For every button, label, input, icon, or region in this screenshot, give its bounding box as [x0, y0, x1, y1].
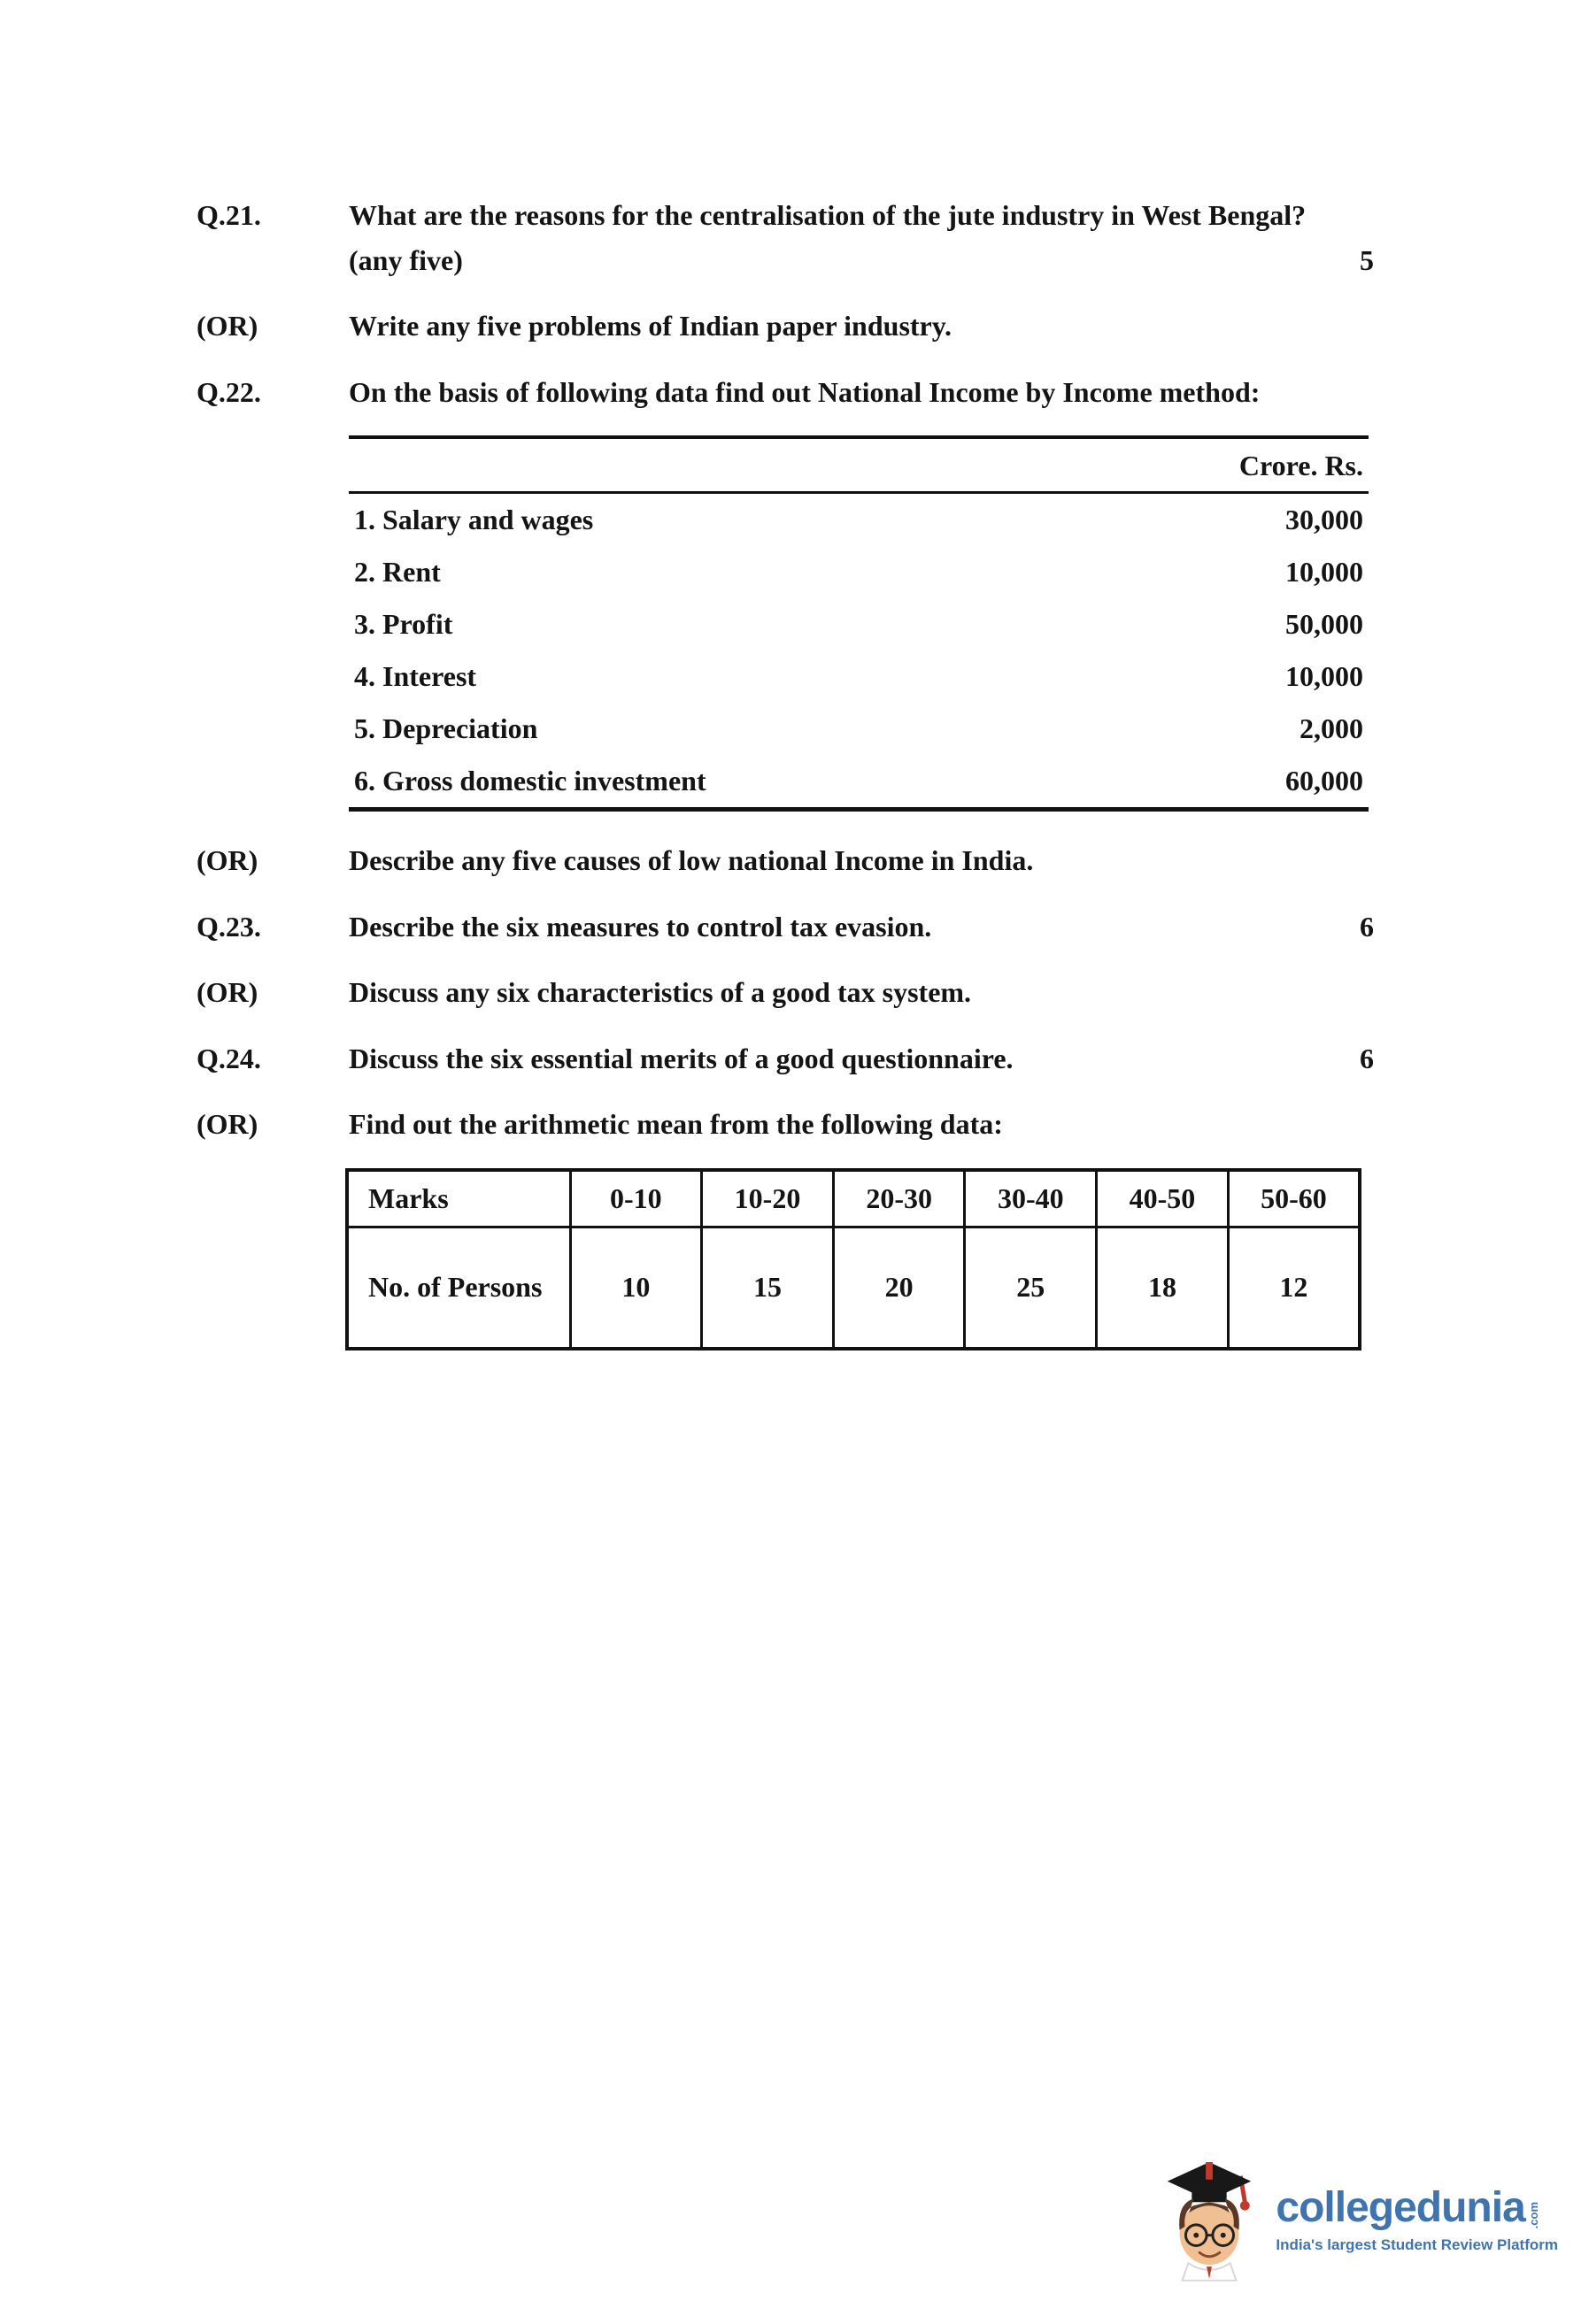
question-marks: 5: [1360, 243, 1374, 276]
table-value: 10,000: [1285, 660, 1363, 693]
table-row: [349, 546, 1369, 598]
marks-range-cell: 50-60: [1228, 1170, 1360, 1227]
collegedunia-logo-text: [1276, 2183, 1558, 2254]
table-row: [349, 493, 1369, 547]
marks-range-cell: 0-10: [570, 1170, 702, 1227]
persons-count-cell: 12: [1228, 1227, 1360, 1349]
question-marks: 6: [1360, 1042, 1374, 1074]
marks-range-cell: 40-50: [1097, 1170, 1229, 1227]
collegedunia-watermark: [1157, 2151, 1558, 2289]
arithmetic-mean-table: [345, 1168, 1361, 1351]
brand-name: collegedunia: [1276, 2183, 1525, 2231]
brand-tld: .com: [1526, 2202, 1540, 2229]
question-text: Discuss the six essential merits of a good questionnaire.: [349, 1042, 1014, 1074]
marks-header-row: [347, 1170, 1360, 1227]
or-label: (OR): [197, 844, 258, 877]
table-value: 10,000: [1285, 556, 1363, 589]
table-item: 3. Profit: [354, 608, 453, 641]
table-value: 50,000: [1285, 608, 1363, 641]
question-text: Write any five problems of Indian paper industry.: [349, 310, 952, 342]
question-q21-or: [197, 304, 1374, 349]
table-item: 1. Salary and wages: [354, 504, 594, 536]
collegedunia-mascot-icon: [1157, 2151, 1261, 2289]
question-q23-or: [197, 970, 1374, 1015]
persons-count-cell: 20: [833, 1227, 965, 1349]
question-text: Find out the arithmetic mean from the following data:: [349, 1108, 1003, 1141]
or-label: (OR): [197, 1108, 258, 1141]
question-text: Describe any five causes of low national Income in India.: [349, 844, 1034, 877]
brand-tagline: India's largest Student Review Platform: [1276, 2236, 1558, 2253]
question-number: Q.21.: [197, 199, 261, 231]
persons-row: [347, 1227, 1360, 1349]
question-text: On the basis of following data find out National Income by Income method:: [349, 375, 1261, 408]
marks-range-cell: 20-30: [833, 1170, 965, 1227]
table-unit-header: Crore. Rs.: [349, 437, 1369, 493]
table-value: 2,000: [1300, 712, 1363, 745]
table-value: 30,000: [1285, 504, 1363, 536]
question-number: Q.22.: [197, 375, 261, 408]
question-marks: 6: [1360, 910, 1374, 943]
question-q21: [197, 193, 1374, 282]
table-item: 2. Rent: [354, 556, 441, 589]
question-text: Discuss any six characteristics of a good tax system.: [349, 976, 972, 1009]
table-row: [349, 703, 1369, 755]
table-item: 4. Interest: [354, 660, 477, 693]
marks-row-label: Marks: [347, 1170, 570, 1227]
marks-range-cell: 10-20: [702, 1170, 834, 1227]
or-label: (OR): [197, 310, 258, 342]
persons-count-cell: 10: [570, 1227, 702, 1349]
marks-range-cell: 30-40: [965, 1170, 1097, 1227]
table-item: 5. Depreciation: [354, 712, 538, 745]
question-q24-or: [197, 1102, 1374, 1147]
question-text: What are the reasons for the centralisation of the jute industry in West Bengal? (any five): [349, 199, 1307, 276]
question-q24: [197, 1036, 1374, 1081]
question-q22: [197, 370, 1374, 415]
question-q22-or: [197, 838, 1374, 883]
or-label: (OR): [197, 976, 258, 1009]
national-income-table: [349, 435, 1369, 812]
table-row: [349, 650, 1369, 703]
question-number: Q.23.: [197, 910, 261, 943]
persons-row-label: No. of Persons: [347, 1227, 570, 1349]
question-number: Q.24.: [197, 1042, 261, 1074]
question-text: Describe the six measures to control tax evasion.: [349, 910, 932, 943]
table-unit-row: [349, 437, 1369, 493]
exam-question-sheet: [197, 193, 1374, 1351]
question-q23: [197, 904, 1374, 950]
persons-count-cell: 25: [965, 1227, 1097, 1349]
table-row: [349, 598, 1369, 650]
table-row: [349, 755, 1369, 810]
persons-count-cell: 18: [1097, 1227, 1229, 1349]
table-item: 6. Gross domestic investment: [354, 765, 706, 797]
table-value: 60,000: [1285, 765, 1363, 797]
persons-count-cell: 15: [702, 1227, 834, 1349]
